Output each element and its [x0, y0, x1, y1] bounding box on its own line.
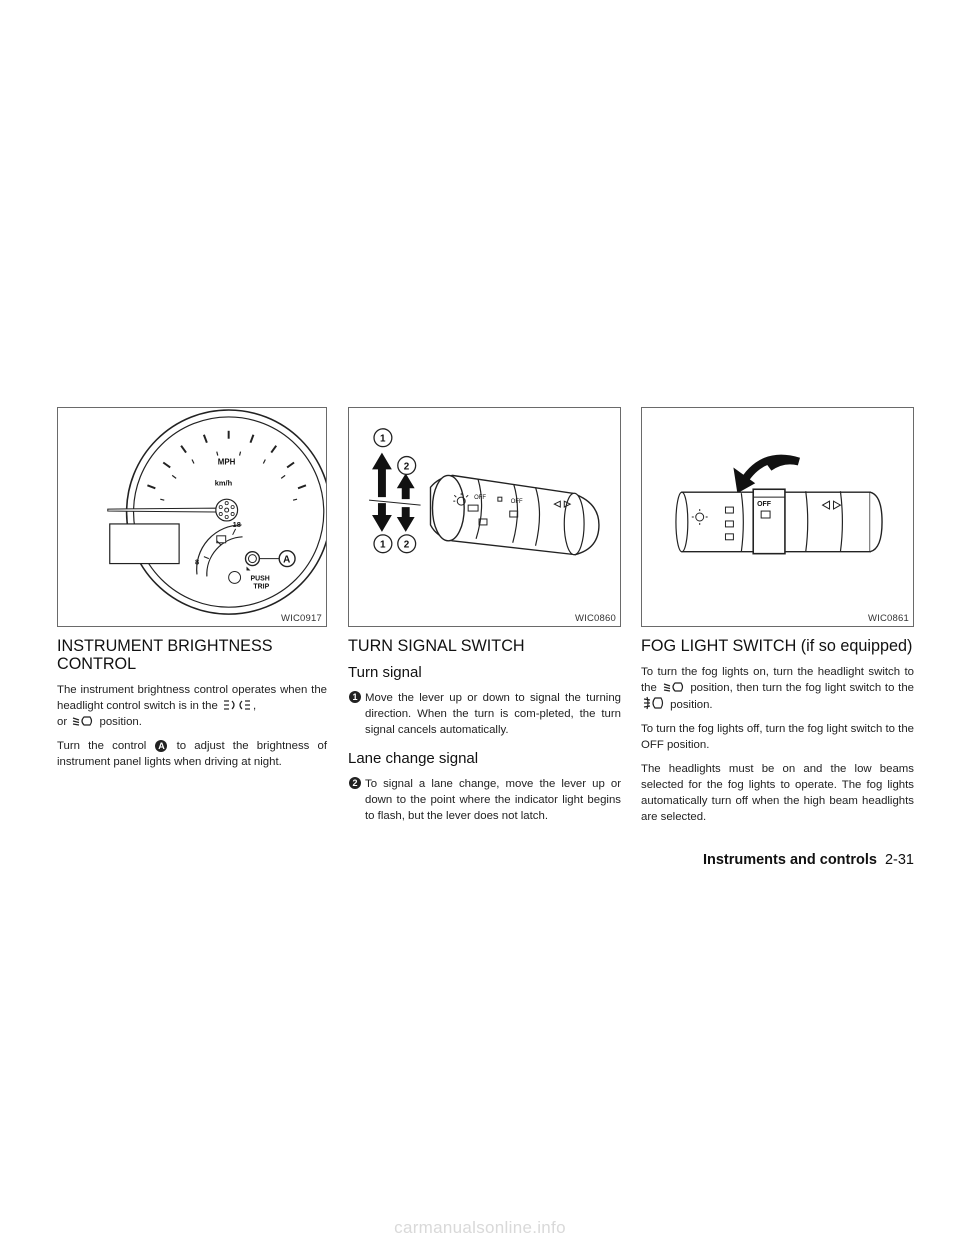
- headlight-icon: [663, 681, 685, 693]
- step-1-label: 1: [379, 433, 386, 445]
- figure-code: WIC0917: [280, 613, 322, 624]
- speedometer-illustration: [58, 408, 326, 626]
- paragraph-comma: ,: [253, 700, 257, 712]
- turn-signal-figure: [348, 407, 621, 627]
- turn-signal-illustration: [349, 408, 620, 626]
- off-label: OFF: [757, 501, 772, 509]
- paragraph: To turn the fog lights off, turn the fog light switch to the OFF position.: [641, 723, 914, 751]
- paragraph-text: position, then turn the fog light switch to the: [690, 682, 915, 694]
- paragraph-text: The instrument brightness control operates when the headlight control switch is in the: [57, 684, 327, 712]
- step-item: [348, 776, 621, 824]
- paragraph-end: position.: [99, 716, 142, 728]
- step-2-label: 2: [403, 539, 410, 551]
- paragraph: The headlights must be on and the low beams selected for the fog lights to operate. The fog lights automatically turn off when the high beam headlights are selected.: [641, 763, 914, 823]
- mph-label: MPH: [217, 457, 236, 467]
- trip-label: TRIP: [253, 583, 270, 591]
- off-label: OFF: [474, 495, 486, 502]
- column-fog-light: [641, 407, 914, 833]
- paragraph: [57, 682, 327, 730]
- off-label: OFF: [510, 499, 523, 506]
- page-number: 2-31: [884, 852, 914, 868]
- fog-light-icon: [643, 696, 665, 710]
- section-heading: INSTRUMENT BRIGHTNESS CONTROL: [57, 637, 273, 673]
- parking-light-icon: [223, 699, 251, 711]
- watermark[interactable]: carmanualsonline.info: [394, 1218, 566, 1237]
- tick-8-label: 8: [194, 557, 200, 567]
- speedometer-figure: [57, 407, 327, 627]
- column-instrument-brightness: [57, 407, 327, 778]
- fog-light-illustration: [642, 408, 913, 626]
- step-item: [348, 690, 621, 738]
- callout-a-badge: A: [155, 740, 167, 752]
- callout-a-label: A: [283, 554, 291, 566]
- step-text: Move the lever up or down to signal the turning direction. When the turn is com-pleted, the turn signal cancels automatically.: [365, 692, 621, 736]
- step-text: To signal a lane change, move the lever up or down to the point where the indicator light begins to flash, but the lever does not latch.: [365, 778, 621, 822]
- section-heading: FOG LIGHT SWITCH (if so equipped): [641, 637, 913, 655]
- fog-light-figure: [641, 407, 914, 627]
- subheading: Turn signal: [348, 664, 422, 681]
- paragraph: [641, 664, 914, 713]
- figure-code: WIC0861: [867, 613, 909, 624]
- push-label: PUSH: [250, 575, 270, 583]
- paragraph: [57, 738, 327, 770]
- step-2-label: 2: [403, 461, 410, 473]
- paragraph-text: Turn the control: [57, 740, 147, 752]
- subheading: Lane change signal: [348, 750, 479, 767]
- step-number-badge: 1: [349, 691, 361, 703]
- step-1-label: 1: [379, 539, 386, 551]
- column-turn-signal: [348, 407, 621, 836]
- paragraph-end: to adjust the brightness of instrument panel lights when driving at night.: [57, 740, 327, 768]
- footer-section-title: Instruments and controls: [702, 852, 877, 868]
- headlight-icon: [72, 715, 94, 727]
- paragraph-text: To turn the fog lights on, turn the headlight switch to the: [641, 666, 914, 694]
- paragraph-or: or: [57, 716, 68, 728]
- kmh-label: km/h: [214, 478, 233, 488]
- figure-code: WIC0860: [574, 613, 616, 624]
- section-heading: TURN SIGNAL SWITCH: [348, 637, 525, 655]
- paragraph-end: position.: [670, 699, 713, 711]
- step-number-badge: 2: [349, 777, 361, 789]
- page-footer: [644, 852, 914, 868]
- tick-18-label: 18: [232, 519, 241, 529]
